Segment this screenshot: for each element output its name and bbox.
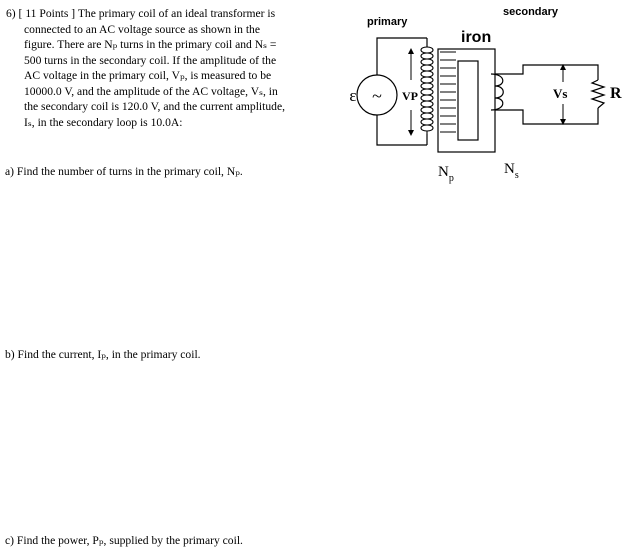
np-label <box>438 164 454 184</box>
question-line: 10000.0 V, and the amplitude of the AC voltage, Vₛ, in <box>24 84 278 98</box>
question-line: connected to an AC voltage source as shown in the <box>24 22 261 36</box>
primary-label: primary <box>367 16 408 28</box>
ns-label-main: N <box>504 161 515 177</box>
question-line: the secondary coil is 120.0 V, and the current amplitude, <box>24 100 286 113</box>
question-text <box>6 6 336 130</box>
part-a-prompt: a) Find the number of turns in the primary coil, Nₚ. <box>5 165 243 178</box>
secondary-wire-top <box>495 65 598 80</box>
emf-label: ε <box>349 86 357 105</box>
vs-label: Vs <box>553 86 568 101</box>
primary-wire-bottom <box>377 115 427 145</box>
secondary-coil <box>491 74 503 110</box>
question-line: figure. There are Nₚ turns in the primary coil and Nₛ = <box>24 38 277 51</box>
transformer-diagram <box>340 0 634 200</box>
part-c-prompt: c) Find the power, Pₚ, supplied by the primary coil. <box>5 534 243 547</box>
question-line: 500 turns in the secondary coil. If the amplitude of the <box>24 53 277 67</box>
question-line: Iₛ, in the secondary loop is 10.0A: <box>24 115 183 129</box>
iron-core-window <box>458 61 478 140</box>
primary-coil <box>421 47 433 134</box>
ns-label <box>504 161 519 181</box>
secondary-wire-bottom <box>495 108 598 124</box>
question-line: AC voltage in the primary coil, Vₚ, is measured to be <box>24 69 272 82</box>
vp-label: VP <box>402 89 418 103</box>
primary-coil-core-loops <box>440 52 456 132</box>
np-label-main: N <box>438 164 449 180</box>
part-b-prompt: b) Find the current, Iₚ, in the primary coil. <box>5 348 201 361</box>
np-label-sub: p <box>448 173 454 184</box>
question-line: 6) [ 11 Points ] The primary coil of an ideal transformer is <box>6 7 276 20</box>
iron-label: iron <box>461 29 492 46</box>
ac-source-symbol: ~ <box>372 86 382 106</box>
secondary-label: secondary <box>503 6 559 18</box>
ns-label-sub: s <box>514 170 519 181</box>
primary-wire-top <box>377 38 427 75</box>
resistor-label: R <box>610 85 622 102</box>
resistor-icon <box>592 80 604 108</box>
